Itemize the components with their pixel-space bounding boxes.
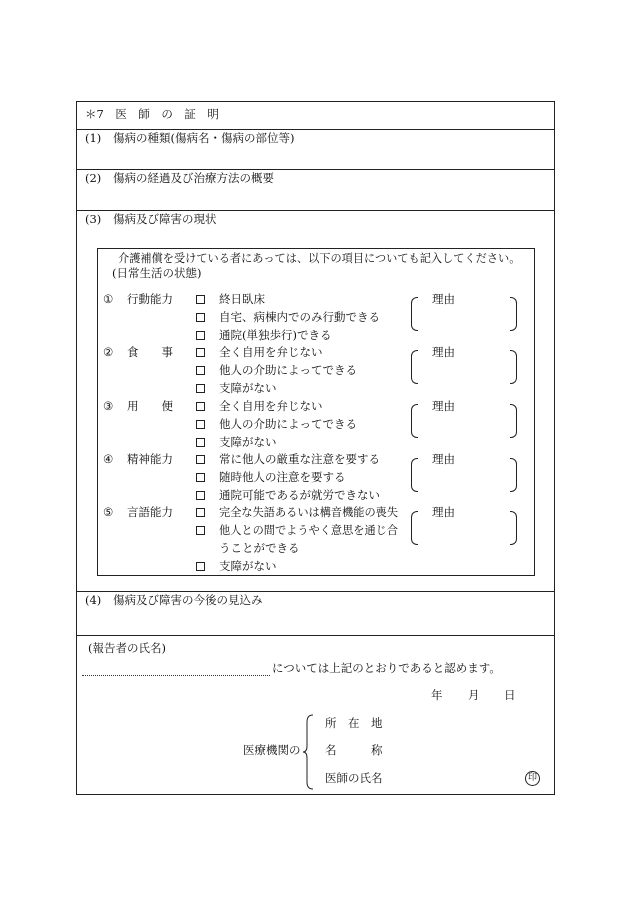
option-label: 他人の介助によってできる — [219, 417, 357, 431]
option-label: 他人の介助によってできる — [219, 363, 357, 377]
item-2-label: 食 事 — [127, 345, 173, 359]
item-3-label: 用 便 — [127, 399, 173, 413]
option-checkbox[interactable] — [196, 420, 205, 429]
option-checkbox[interactable] — [196, 473, 205, 482]
option-checkbox[interactable] — [196, 562, 205, 571]
option-label: 支障がない — [219, 381, 277, 395]
reason-bracket-left — [411, 458, 418, 492]
item-2-number: ② — [103, 345, 114, 359]
option-label: 通院(単独歩行)できる — [219, 328, 332, 342]
divider — [76, 210, 555, 211]
section-2-label: 傷病の経過及び治療方法の概要 — [113, 171, 274, 185]
section-3-label: 傷病及び障害の現状 — [113, 212, 217, 226]
option-label: 通院可能であるが就労できない — [219, 488, 380, 502]
section-1-number: (1) — [85, 131, 102, 145]
option-checkbox[interactable] — [196, 508, 205, 517]
item-4-number: ④ — [103, 452, 114, 466]
option-label: 完全な失語あるいは構音機能の喪失 — [219, 506, 399, 519]
care-subnote: (日常生活の状態) — [112, 266, 202, 280]
item-1-label: 行動能力 — [127, 292, 173, 306]
reason-bracket-left — [411, 511, 418, 545]
reason-label: 理由 — [432, 399, 455, 413]
option-checkbox[interactable] — [196, 366, 205, 375]
reason-label: 理由 — [432, 452, 455, 466]
option-label: 他人との間でようやく意思を通じ合 — [219, 524, 399, 537]
reason-bracket-right — [510, 458, 517, 492]
option-label: 支障がない — [219, 435, 277, 449]
reason-bracket-left — [411, 404, 418, 438]
section-1-label: 傷病の種類(傷病名・傷病の部位等) — [113, 131, 295, 145]
item-5-label: 言語能力 — [127, 505, 173, 519]
reporter-name-label: (報告者の氏名) — [88, 641, 166, 655]
section-4-number: (4) — [85, 593, 102, 607]
address-label: 所 在 地 — [325, 716, 383, 730]
date-month: 月 — [468, 688, 480, 702]
section-2-number: (2) — [85, 171, 102, 185]
option-checkbox[interactable] — [196, 384, 205, 393]
divider — [76, 591, 555, 592]
reason-bracket-right — [510, 350, 517, 384]
care-intro: 介護補償を受けている者にあっては、以下の項目についても記入してください。 — [118, 252, 521, 265]
option-checkbox[interactable] — [196, 438, 205, 447]
option-label-continued: うことができる — [219, 541, 300, 555]
reason-label: 理由 — [432, 345, 455, 359]
option-checkbox[interactable] — [196, 526, 205, 535]
option-label: 随時他人の注意を要する — [219, 470, 346, 484]
divider — [76, 169, 555, 170]
institution-name-label: 名 称 — [325, 743, 383, 757]
item-1-number: ① — [103, 292, 114, 306]
certify-text: については上記のとおりであると認めます。 — [272, 661, 501, 675]
doctor-name-label: 医師の氏名 — [325, 771, 383, 785]
item-3-number: ③ — [103, 399, 114, 413]
reason-label: 理由 — [432, 292, 455, 306]
option-checkbox[interactable] — [196, 313, 205, 322]
institution-brace — [302, 714, 314, 790]
reason-bracket-right — [510, 404, 517, 438]
seal-mark: 印 — [525, 771, 540, 786]
option-label: 支障がない — [219, 559, 277, 573]
reason-bracket-left — [411, 350, 418, 384]
option-checkbox[interactable] — [196, 348, 205, 357]
section-4-label: 傷病及び障害の今後の見込み — [113, 593, 263, 607]
divider — [76, 635, 555, 636]
date-year: 年 — [431, 688, 443, 702]
option-label: 全く自用を弁じない — [219, 345, 323, 359]
option-label: 全く自用を弁じない — [219, 399, 323, 413]
date-day: 日 — [504, 688, 516, 702]
reporter-name-line[interactable] — [82, 675, 270, 676]
institution-label: 医療機関の — [243, 743, 301, 757]
reason-bracket-right — [510, 297, 517, 331]
option-checkbox[interactable] — [196, 331, 205, 340]
reason-label: 理由 — [432, 505, 455, 519]
option-checkbox[interactable] — [196, 295, 205, 304]
section-3-number: (3) — [85, 212, 102, 226]
option-checkbox[interactable] — [196, 402, 205, 411]
option-checkbox[interactable] — [196, 491, 205, 500]
reason-bracket-right — [510, 511, 517, 545]
option-label: 自宅、病棟内でのみ行動できる — [219, 310, 380, 324]
option-label: 終日臥床 — [219, 292, 265, 306]
form-title: ＊7 医 師 の 証 明 — [85, 107, 219, 121]
option-label: 常に他人の厳重な注意を要する — [219, 452, 380, 466]
item-4-label: 精神能力 — [127, 452, 173, 466]
option-checkbox[interactable] — [196, 455, 205, 464]
item-5-number: ⑤ — [103, 505, 114, 519]
divider — [76, 129, 555, 130]
reason-bracket-left — [411, 297, 418, 331]
